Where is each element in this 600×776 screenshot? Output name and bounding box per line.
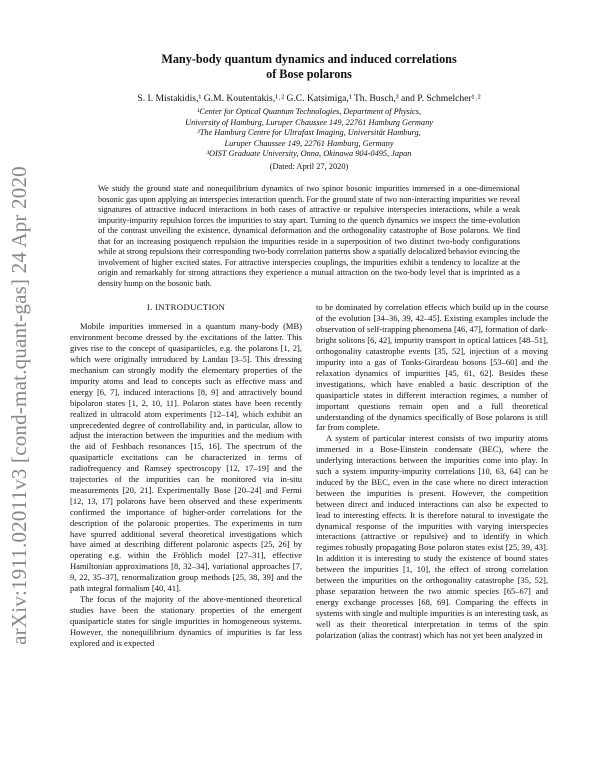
affiliations	[70, 107, 548, 160]
affiliation-line: ³OIST Graduate University, Onna, Okinawa 904-0495, Japan	[206, 149, 412, 159]
arxiv-side-stamp	[2, 165, 36, 645]
body-columns	[70, 302, 548, 648]
body-paragraph: A system of particular interest consists of two impurity atoms immersed in a Bose-Einstein condensate (BEC), where the underlying interactions between the impurities come into play. In such a system impurity-impurity correlations [10, 63, 64] can be induced by the BEC, even in the case where no direct interaction between the impurities is present. However, the competition between direct and induced interactions can also be expected to lead to interesting effects. It is therefore natural to investigate the dynamical response of the impurities with varying interspecies interactions (attractive or repulsive) and to identify in which regimes robustly propagating Bose polaron states exist [25, 39, 43]. In addition it is interesting to study the existence of bound states between the impurities [1, 10], the effect of strong correlation between the impurities on the orthogonality catastrophe [35, 52], phase separation between the two atomic species [65–67] and energy exchange processes [68, 69]. Comparing the effects in systems with single and multiple impurities is an interesting task, as well as their theoretical interpretation in terms of the spin polarization (alias the contrast) which has not yet been analyzed in	[316, 433, 548, 640]
right-column	[316, 302, 548, 648]
paper-page	[70, 52, 548, 649]
body-paragraph: to be dominated by correlation effects which build up in the course of the evolution [34–36, 39, 42–45]. Existing examples include the observation of self-trapping phenomena [46, 47], formation of dark-bright solitons [6, 42], impurity transport in optical lattices [48–51], orthogonality catastrophe events [35, 52], injection of a moving impurity into a gas of Tonks-Girardeau bosons [53–60] and the relaxation dynamics of impurities [45, 61, 62]. Besides these investigations, which have enabled a basic description of the quasiparticle states in different interaction regimes, a number of important questions remain open and a full theoretical understanding of the dynamics specifically of Bose polarons is still far from complete.	[316, 302, 548, 433]
affiliation-line: Luruper Chaussee 149, 22761 Hamburg, Germany	[224, 138, 394, 148]
affiliation-line: ¹Center for Optical Quantum Technologies, Department of Physics,	[196, 107, 422, 116]
dated-line: (Dated: April 27, 2020)	[269, 161, 349, 171]
affiliation-line: ²The Hamburg Centre for Ultrafast Imaging, Universität Hamburg,	[197, 128, 421, 138]
author-list: S. I. Mistakidis,¹ G.M. Koutentakis,¹˒² G.C. Katsimiga,¹ Th. Busch,³ and P. Schmelcher¹˒²	[137, 93, 481, 104]
title-line-2: of Bose polarons	[266, 67, 352, 81]
paper-title	[70, 52, 548, 82]
left-column	[70, 302, 302, 648]
body-paragraph: The focus of the majority of the above-mentioned theoretical studies have been the stationary properties of the emergent quasiparticle states for single impurities in homogeneous systems. However, the nonequilibrium dynamics of impurities is far less explored and is expected	[70, 594, 302, 648]
title-line-1: Many-body quantum dynamics and induced correlations	[161, 52, 457, 66]
abstract: We study the ground state and nonequilibrium dynamics of two spinor bosonic impurities immersed in a one-dimensional bosonic gas upon applying an interspecies interaction quench. For the ground state of two non-interacting impurities we reveal signatures of attractive induced interactions in both cases of attractive or repulsive interspecies interactions, while a weak impurity-impurity repulsion forces the impurities to stay apart. Turning to the quench dynamics we inspect the time-evolution of the contrast unveiling the existence, dynamical deformation and the orthogonality catastrophe of Bose polarons. We find that for an increasing postquench repulsion the impurities reside in a superposition of two distinct two-body configurations while at strong repulsions their corresponding two-body correlation patterns show a spatially delocalized behavior evincing the involvement of higher excited states. For attractive interspecies couplings, the impurities exhibit a tendency to localize at the origin and remarkably for strong attractions they experience a mutual attraction on the two-body level that is imprinted as a density hump on the bosonic bath.	[98, 183, 520, 288]
section-heading-introduction: I. INTRODUCTION	[146, 302, 226, 313]
affiliation-line: University of Hamburg, Luruper Chaussee 149, 22761 Hamburg Germany	[185, 117, 433, 127]
body-paragraph: Mobile impurities immersed in a quantum many-body (MB) environment become dressed by the excitations of the latter. This gives rise to the concept of quasiparticles, e.g. the polarons [1, 2], which were originally introduced by Landau [3–5]. This dressing mechanism can strongly modify the elementary properties of the impurity atoms and lead to concepts such as effective mass and energy [6, 7], induced interactions [8, 9] and attractively bound bipolaron states [1, 2, 10, 11]. Polaron states have been recently realized in ultracold atom experiments [12–14], which exhibit an unprecedented degree of controllability and, in particular, allow to adjust the interaction between the impurities and the medium with the aid of Feshbach resonances [15, 16]. The spectrum of the quasiparticle excitations can be characterized in terms of radiofrequency and Ramsey spectroscopy [12, 17–19] and the trajectories of the impurities can be monitored via in-situ measurements [20, 21]. Experimentally Bose [20–24] and Fermi [12, 13, 17] polarons have been observed and these experiments confirmed the importance of higher-order correlations for the description of the polaronic properties. The experiments in turn have spurred additional several theoretical investigations which have aimed at describing different polaronic aspects [25, 26] by operating e.g. within the Fröhlich model [27–31], effective Hamiltonian approximations [8, 32–34], variational approaches [7, 9, 22, 35–37], renormalization group methods [25, 38, 39] and the path integral formalism [40, 41].	[70, 321, 302, 594]
arxiv-identifier: arXiv:1911.02011v3 [cond-mat.quant-gas] 24 Apr 2020	[6, 165, 31, 645]
